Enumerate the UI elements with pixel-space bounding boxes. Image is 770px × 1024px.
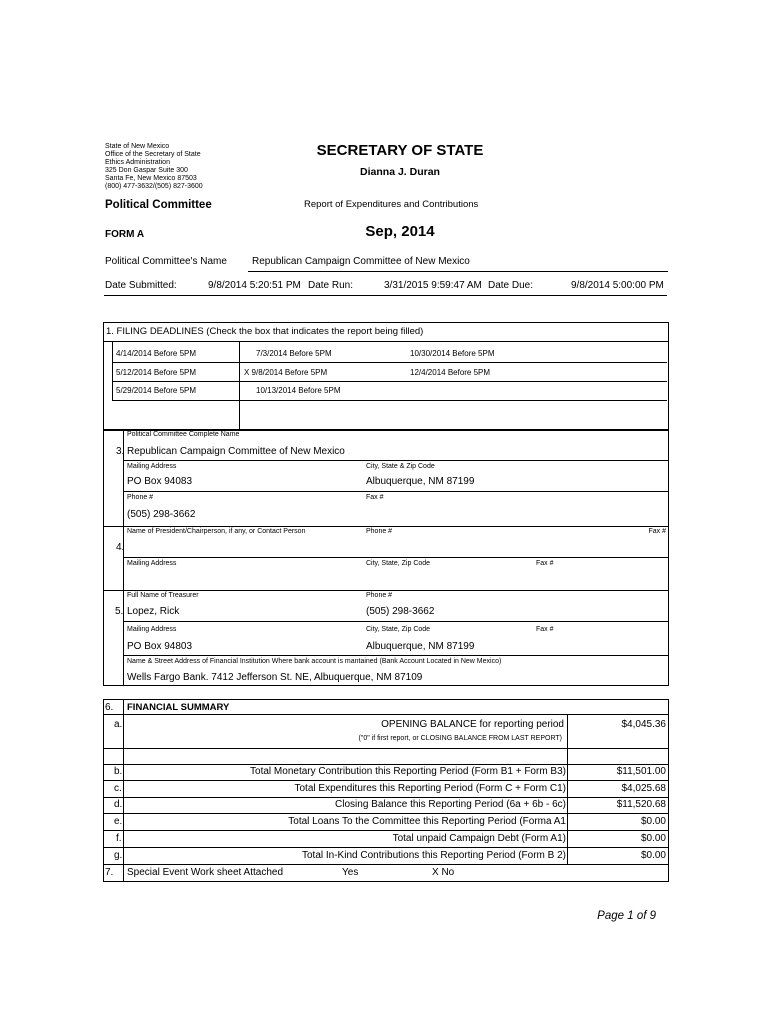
committee-name-label: Political Committee's Name — [105, 256, 227, 267]
summary-value: $4,045.36 — [621, 719, 666, 730]
treasurer-phone-value: (505) 298-3662 — [366, 606, 435, 617]
date-run-label: Date Run: — [308, 280, 354, 291]
contact-person-label: Name of President/Chairperson, if any, or Contact Person — [127, 528, 306, 535]
city-state-zip-value: Albuquerque, NM 87199 — [366, 476, 475, 487]
section-5-number: 5. — [115, 606, 124, 617]
date-submitted-label: Date Submitted: — [105, 280, 177, 291]
mailing-address-label: Mailing Address — [127, 463, 177, 470]
summary-label: OPENING BALANCE for reporting period — [381, 719, 564, 730]
deadline-item[interactable]: 5/29/2014 Before 5PM — [116, 386, 197, 395]
special-event-yes[interactable]: Yes — [342, 867, 359, 878]
date-run-value: 3/31/2015 9:59:47 AM — [384, 280, 482, 291]
section-3-number: 3. — [116, 446, 125, 457]
contact-phone-label: Phone # — [366, 528, 393, 535]
summary-value: $11,501.00 — [616, 766, 666, 777]
summary-letter: a. — [114, 719, 123, 730]
treasurer-city-value: Albuquerque, NM 87199 — [366, 641, 475, 652]
page-number: Page 1 of 9 — [597, 910, 656, 922]
city-state-zip-label: City, State & Zip Code — [366, 463, 435, 470]
form-label: FORM A — [105, 229, 145, 240]
deadline-item[interactable]: 12/4/2014 Before 5PM — [410, 368, 491, 377]
summary-value: $0.00 — [640, 816, 666, 827]
opening-balance-note: ("0" if first report, or CLOSING BALANCE FROM LAST REPORT) — [358, 735, 562, 742]
date-due-label: Date Due: — [488, 280, 534, 291]
report-type: Report of Expenditures and Contributions — [304, 199, 479, 210]
mailing-address-value: PO Box 94083 — [127, 476, 193, 487]
summary-label: Total unpaid Campaign Debt (Form A1) — [392, 833, 566, 844]
deadline-item[interactable]: 10/13/2014 Before 5PM — [256, 386, 341, 395]
committee-name-value: Republican Campaign Committee of New Mexico — [252, 256, 470, 267]
treasurer-name-value: Lopez, Rick — [127, 606, 180, 617]
report-period: Sep, 2014 — [365, 223, 435, 240]
summary-label: Closing Balance this Reporting Period (6a + 6b - 6c) — [335, 799, 566, 810]
summary-label: Total In-Kind Contributions this Reporting Period (Form B 2) — [301, 850, 566, 861]
special-event-no[interactable]: X No — [432, 867, 455, 878]
treasurer-mailing-value: PO Box 94803 — [127, 641, 193, 652]
summary-letter: b. — [114, 766, 123, 777]
agency-address — [105, 143, 203, 191]
financial-summary-title: FINANCIAL SUMMARY — [127, 702, 230, 713]
contact-city-label: City, State, Zip Code — [366, 560, 431, 567]
contact-fax2-label: Fax # — [536, 560, 554, 567]
summary-value: $0.00 — [640, 833, 666, 844]
treasurer-phone-label: Phone # — [366, 592, 393, 599]
treasurer-fax-label: Fax # — [536, 626, 554, 633]
deadline-item[interactable]: 7/3/2014 Before 5PM — [256, 349, 332, 358]
section-4-number: 4. — [116, 542, 125, 553]
agency-line: (800) 477-3632/(505) 827-3600 — [105, 183, 203, 190]
summary-value: $0.00 — [640, 850, 666, 861]
committee-complete-name-label: Political Committee Complete Name — [127, 431, 240, 438]
treasurer-mailing-label: Mailing Address — [127, 626, 177, 633]
summary-value: $4,025.68 — [621, 783, 666, 794]
special-event-label: Special Event Work sheet Attached — [127, 867, 284, 878]
committee-complete-name: Republican Campaign Committee of New Mexico — [127, 446, 345, 457]
bank-label: Name & Street Address of Financial Institution Where bank account is mantained (Bank Account Located in New Mexico) — [127, 658, 502, 665]
summary-letter: c. — [114, 783, 122, 794]
agency-line: State of New Mexico — [105, 143, 170, 150]
summary-value: $11,520.68 — [616, 799, 666, 810]
agency-line: Office of the Secretary of State — [105, 151, 201, 158]
bank-value: Wells Fargo Bank. 7412 Jefferson St. NE, Albuquerque, NM 87109 — [127, 672, 423, 683]
section-6-number: 6. — [105, 702, 114, 713]
summary-letter: d. — [114, 799, 123, 810]
section-7-number: 7. — [105, 867, 114, 878]
summary-label: Total Expenditures this Reporting Period (Form C + Form C1) — [294, 783, 566, 794]
phone-label: Phone # — [127, 494, 154, 501]
fax-label: Fax # — [366, 494, 384, 501]
deadline-item[interactable]: 10/30/2014 Before 5PM — [410, 349, 495, 358]
summary-letter: g. — [114, 850, 123, 861]
official-name: Dianna J. Duran — [360, 166, 440, 178]
contact-mailing-label: Mailing Address — [127, 560, 177, 567]
summary-label: Total Monetary Contribution this Reporting Period (Form B1 + Form B3) — [250, 766, 566, 777]
agency-line: Ethics Administration — [105, 159, 170, 166]
date-due-value: 9/8/2014 5:00:00 PM — [571, 280, 664, 291]
summary-label: Total Loans To the Committee this Reporting Period (Forma A1 — [288, 816, 566, 827]
phone-value: (505) 298-3662 — [127, 509, 196, 520]
deadline-item-selected[interactable]: X 9/8/2014 Before 5PM — [244, 368, 328, 377]
agency-line: 325 Don Gaspar Suite 300 — [105, 167, 188, 174]
treasurer-name-label: Full Name of Treasurer — [127, 592, 199, 599]
date-submitted-value: 9/8/2014 5:20:51 PM — [208, 280, 301, 291]
deadline-item[interactable]: 4/14/2014 Before 5PM — [116, 349, 197, 358]
committee-type: Political Committee — [105, 199, 212, 211]
filing-deadlines-title: 1. FILING DEADLINES (Check the box that indicates the report being filled) — [106, 326, 424, 337]
page-title: SECRETARY OF STATE — [316, 142, 484, 159]
summary-letter: f. — [116, 833, 122, 844]
deadline-item[interactable]: 5/12/2014 Before 5PM — [116, 368, 197, 377]
summary-letter: e. — [114, 816, 123, 827]
contact-fax-label: Fax # — [648, 528, 666, 535]
treasurer-city-label: City, State, Zip Code — [366, 626, 431, 633]
agency-line: Santa Fe, New Mexico 87503 — [105, 175, 197, 182]
